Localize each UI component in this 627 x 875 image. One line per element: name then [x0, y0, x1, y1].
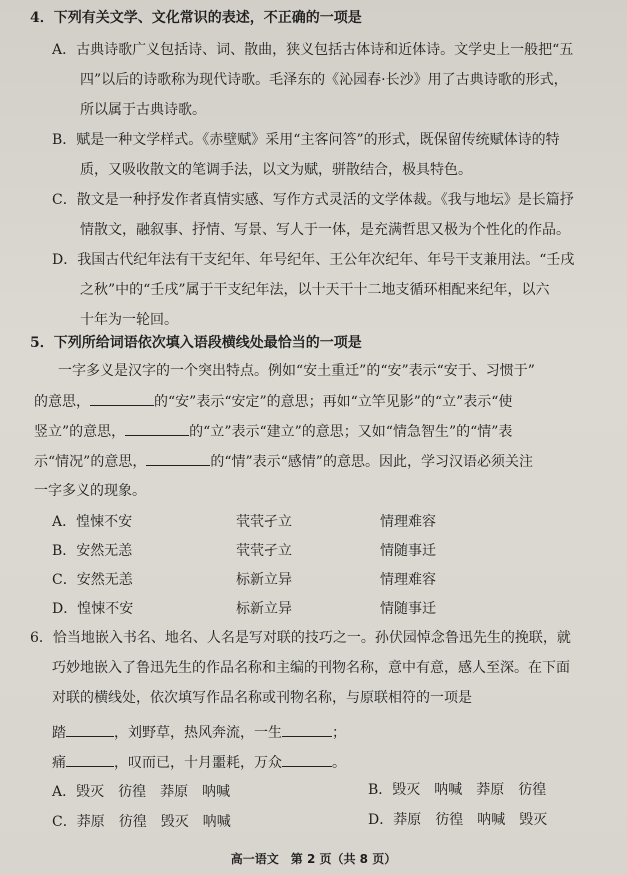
q4-option-d-line1: D．我国古代纪年法有干支纪年、年号纪年、王公年次纪年、年号干支兼用法。“壬戌	[52, 252, 575, 268]
q5-passage-text: 的“情”表示“感情”的意思。因此，学习汉语必须关注	[210, 454, 533, 470]
q6-couplet-text: 。	[332, 755, 346, 771]
page-footer: 高一语文 第 2 页（共 8 页）	[230, 852, 397, 866]
q5-option-c-2: 标新立异	[236, 572, 292, 588]
q5-passage-text: 示“情况”的意思，	[34, 454, 147, 470]
q6-couplet-line1	[52, 722, 346, 743]
q5-passage-line5: 一字多义的现象。	[34, 483, 146, 499]
q5-option-a-1: A．惶悚不安	[52, 514, 133, 530]
q6-couplet-text: ；	[332, 725, 346, 741]
q6-stem-line2: 巧妙地嵌入了鲁迅先生的作品名称和主编的刊物名称，意中有意，感人至深。在下面	[52, 660, 570, 676]
q5-blank-2	[125, 421, 189, 436]
q6-couplet-text: 踏	[52, 725, 66, 741]
q5-passage-text: 的意思，	[34, 394, 90, 410]
q6-blank-3	[66, 752, 114, 767]
q6-couplet-text: ，叹而已，十月噩耗，万众	[114, 755, 282, 771]
q5-blank-3	[146, 451, 210, 466]
q5-passage-line3	[34, 421, 512, 442]
q6-option-c: C．莽原 彷徨 毁灭 呐喊	[52, 814, 231, 830]
q5-passage-text: 竖立”的意思，	[34, 424, 126, 440]
q4-stem: 4．下列有关文学、文化常识的表述，不正确的一项是	[30, 10, 362, 26]
q4-option-c-line1: C．散文是一种抒发作者真情实感、写作方式灵活的文学体裁。《我与地坛》是长篇抒	[52, 192, 574, 208]
q5-option-d-2: 标新立异	[236, 601, 292, 617]
q5-option-a-3: 情理难容	[380, 514, 436, 530]
q6-couplet-line2	[52, 752, 346, 773]
q6-blank-1	[66, 722, 114, 737]
q5-passage-line4	[34, 451, 533, 472]
q5-option-b-1: B．安然无恙	[52, 543, 133, 559]
q4-option-a-line1: A．古典诗歌广义包括诗、词、散曲，狭义包括古体诗和近体诗。文学史上一般把“五	[52, 42, 574, 58]
q6-option-a: A．毁灭 彷徨 莽原 呐喊	[52, 784, 231, 800]
q5-passage-text: 的“安”表示“安定”的意思；再如“立竿见影”的“立”表示“使	[154, 394, 513, 410]
q6-stem-line1: 6．恰当地嵌入书名、地名、人名是写对联的技巧之一。孙伏园悼念鲁迅先生的挽联，就	[30, 630, 571, 646]
q5-option-b-3: 情随事迁	[380, 543, 436, 559]
q6-couplet-text: 痛	[52, 755, 66, 771]
q4-option-b-line2: 质，又吸收散文的笔调手法，以文为赋，骈散结合，极具特色。	[80, 162, 472, 178]
q5-option-c-1: C．安然无恙	[52, 572, 133, 588]
q6-stem-line3: 对联的横线处，依次填写作品名称或刊物名称，与原联相符的一项是	[52, 690, 472, 706]
q6-option-b: B．毁灭 呐喊 莽原 彷徨	[368, 782, 547, 798]
q5-passage-line2	[34, 391, 512, 412]
q4-option-d-line3: 十年为一轮回。	[80, 312, 178, 328]
q6-option-d: D．莽原 彷徨 呐喊 毁灭	[368, 812, 548, 828]
q5-blank-1	[90, 391, 154, 406]
q5-stem: 5．下列所给词语依次填入语段横线处最恰当的一项是	[30, 335, 362, 351]
q5-passage-line1: 一字多义是汉字的一个突出特点。例如“安土重迁”的“安”表示“安于、习惯于”	[58, 363, 535, 379]
q6-couplet-text: ，刘野草，热风奔流，一生	[114, 725, 282, 741]
q5-passage-text: 的“立”表示“建立”的意思；又如“情急智生”的“情”表	[189, 424, 513, 440]
q6-blank-2	[282, 722, 332, 737]
q6-blank-4	[282, 752, 332, 767]
q4-option-c-line2: 情散文，融叙事、抒情、写景、写人于一体，是充满哲思又极为个性化的作品。	[80, 222, 570, 238]
q4-option-b-line1: B．赋是一种文学样式。《赤壁赋》采用“主客问答”的形式，既保留传统赋体诗的特	[52, 132, 560, 148]
q4-option-a-line3: 所以属于古典诗歌。	[80, 102, 206, 118]
q5-option-c-3: 情理难容	[380, 572, 436, 588]
q4-option-a-line2: 四”以后的诗歌称为现代诗歌。毛泽东的《沁园春·长沙》用了古典诗歌的形式，	[80, 72, 568, 88]
q5-option-a-2: 茕茕孑立	[236, 514, 292, 530]
q5-option-d-3: 情随事迁	[380, 601, 436, 617]
q5-option-b-2: 茕茕孑立	[236, 543, 292, 559]
q4-option-d-line2: 之秋”中的“壬戌”属于干支纪年法，以十天干十二地支循环相配来纪年，以六	[80, 282, 550, 298]
q5-option-d-1: D．惶悚不安	[52, 601, 134, 617]
